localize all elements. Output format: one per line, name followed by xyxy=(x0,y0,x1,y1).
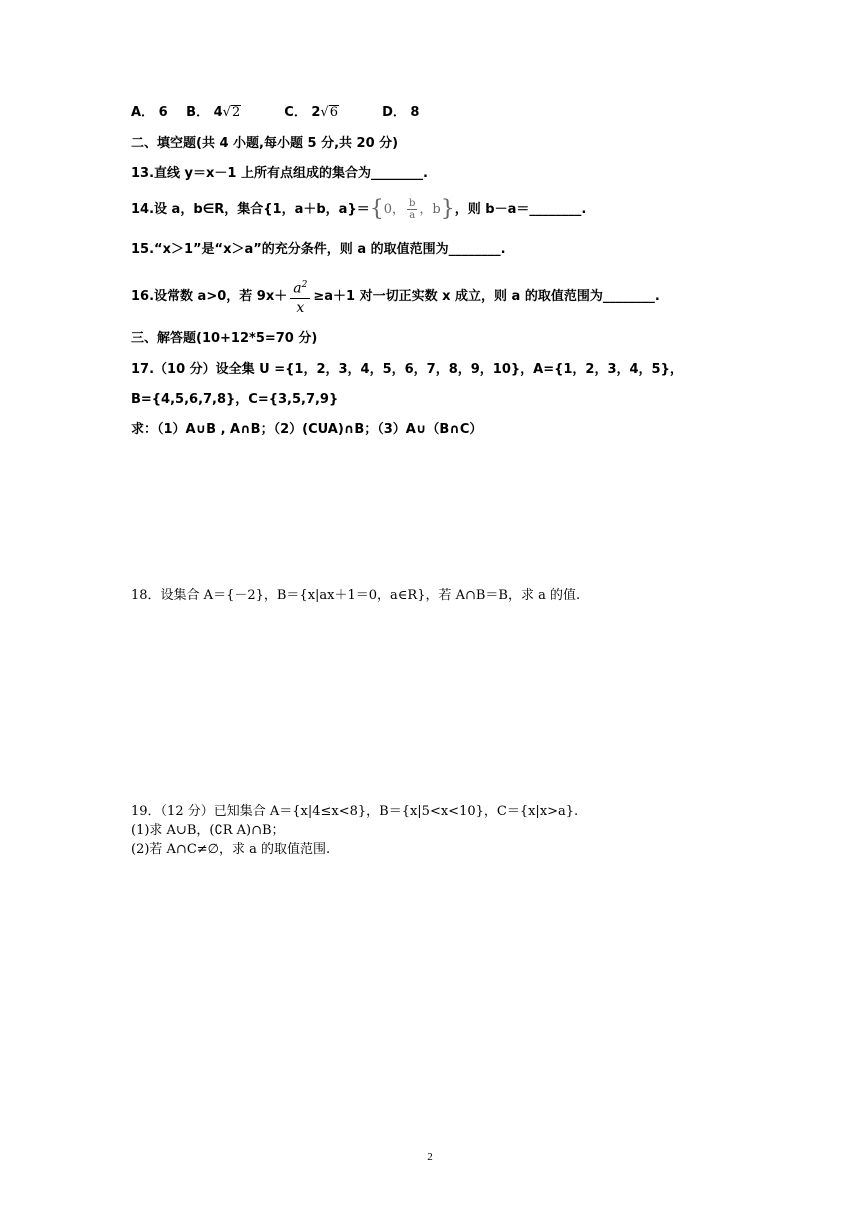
question-18: 18．设集合 A＝{－2}，B＝{x|ax＋1＝0，a∈R}，若 A∩B＝B，求 a 的值. xyxy=(131,588,581,603)
question-14 xyxy=(131,198,586,221)
answer-options-row xyxy=(131,104,433,122)
page-number: 2 xyxy=(427,1151,433,1163)
question-17-line-2: B={4,5,6,7,8}，C={3,5,7,9} xyxy=(131,392,339,407)
question-19-line-1: 19．（12 分）已知集合 A＝{x|4≤x<8}，B＝{x|5<x<10}，C＝{x|x>a}. xyxy=(131,804,579,819)
question-16-prefix: 16.设常数 a>0，若 9x＋ xyxy=(131,288,288,304)
option-c xyxy=(284,104,339,122)
question-16 xyxy=(131,276,660,317)
question-13: 13.直线 y＝x－1 上所有点组成的集合为________. xyxy=(131,166,428,181)
option-d: D． 8 xyxy=(382,105,420,120)
fraction-a-squared-over-x: $\frac{a^2}{x}$ xyxy=(290,276,310,317)
option-a: A． 6 xyxy=(131,105,168,120)
question-17-line-3: 求：（1）A∪B , A∩B；（2）(CUA)∩B；（3）A∪（B∩C） xyxy=(131,422,483,437)
option-b xyxy=(186,104,241,122)
option-b-prefix: B． 4 xyxy=(186,105,223,120)
question-19-line-3: (2)若 A∩C≠∅，求 a 的取值范围. xyxy=(131,842,331,857)
question-16-suffix: ≥a＋1 对一切正实数 x 成立，则 a 的取值范围为________. xyxy=(313,288,660,304)
option-c-prefix: C． 2 xyxy=(284,105,321,120)
set-expression: {0， $\frac{b}{a}$ ，b} xyxy=(369,196,455,222)
sqrt-symbol: √ xyxy=(320,105,329,120)
section-heading-fill-in: 二、填空题(共 4 小题,每小题 5 分,共 20 分) xyxy=(131,136,399,151)
question-15: 15.“x＞1”是“x＞a”的充分条件，则 a 的取值范围为________. xyxy=(131,242,506,257)
fraction-b-over-a: $\frac{b}{a}$ xyxy=(409,198,416,221)
question-14-suffix: ，则 b－a＝________. xyxy=(454,202,587,217)
question-14-prefix: 14.设 a，b∈R，集合{1，a＋b，a}＝ xyxy=(131,202,370,217)
sqrt-symbol: √ xyxy=(222,105,231,120)
option-b-radicand: 2 xyxy=(231,105,241,120)
section-heading-solutions: 三、解答题(10+12*5=70 分) xyxy=(131,331,318,346)
question-19-line-2: (1)求 A∪B，(∁R A)∩B； xyxy=(131,823,285,838)
option-c-radicand: 6 xyxy=(329,105,338,120)
question-17-line-1: 17.（10 分）设全集 U ={1，2，3，4，5，6，7，8，9，10}，A={1，2，3，4，5}， xyxy=(131,362,683,377)
